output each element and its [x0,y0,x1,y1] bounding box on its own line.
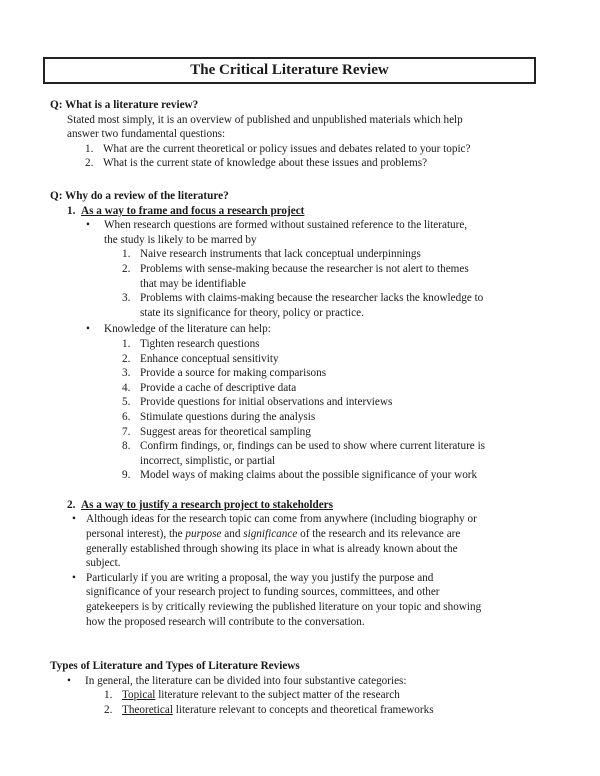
italic-text: significance [243,528,298,541]
bullet-icon: • [67,674,71,687]
list-item [122,410,550,425]
bullet-line: Although ideas for the research topic can come from anywhere (including biography or [86,513,477,526]
list-item [122,337,550,352]
bullet-icon: • [86,219,90,232]
heading-number: 2. [67,498,76,511]
item-text: Provide a cache of descriptive data [140,381,297,394]
list-item [122,262,550,291]
bullet-icon: • [72,571,76,584]
list-item [122,366,550,381]
item-text: What are the current theoretical or policy issues and debates related to your topic? [103,142,471,155]
item-number: 9. [122,469,131,482]
list-item [104,703,550,718]
list-item [122,439,550,468]
item-number: 4. [122,381,131,394]
list-item [122,291,550,320]
list-item [85,142,550,157]
item-number: 2. [122,352,131,365]
section-types [50,659,550,717]
heading-text: As a way to frame and focus a research project [81,204,305,217]
item-text: literature relevant to concepts and theoretical frameworks [172,703,434,716]
bullet-line: gatekeepers is by critically reviewing the published literature on your topic and showing [86,601,482,614]
list-item [85,156,550,171]
list-item [122,247,550,262]
bullet-item [72,512,550,570]
bullet-item [86,218,550,247]
bullet-item [72,571,550,629]
item-text: Provide questions for initial observations and interviews [140,396,393,409]
item-number: 1. [85,142,94,155]
bullet-line: subject. [86,557,121,570]
item-text: Model ways of making claims about the possible significance of your work [140,469,478,482]
item-text: state its significance for theory, policy or practice. [140,306,364,319]
item-text: Problems with claims-making because the researcher lacks the knowledge to [140,292,484,305]
numbered-list [85,142,550,171]
bullet-icon: • [72,513,76,526]
item-number: 6. [122,410,131,423]
question-heading: Q: Why do a review of the literature? [50,190,229,202]
section-heading: Types of Literature and Types of Literature Reviews [50,660,300,672]
bullet-item [67,674,550,689]
section-what-is [50,98,550,171]
sub-list-2 [122,337,550,483]
bullet-line [86,527,550,542]
item-number: 1. [122,248,131,261]
paragraph-line: Stated most simply, it is an overview of published and unpublished materials which help [67,113,463,126]
underlined-keyword: Topical [122,689,156,702]
item-number: 5. [122,396,131,409]
heading-text: As a way to justify a research project to stakeholders [81,498,333,511]
item-number: 1. [122,337,131,350]
list-item [122,381,550,396]
text-run: and [221,528,244,541]
bullet-line: how the proposed research will contribute to the conversation. [86,615,365,628]
item-text: What is the current state of knowledge about these issues and problems? [103,157,428,170]
item-number: 2. [104,703,113,716]
bullet-line: Knowledge of the literature can help: [104,323,271,336]
item-number: 7. [122,425,131,438]
item-number: 1. [104,689,113,702]
list-item [122,395,550,410]
item-text: that may be identifiable [140,277,246,290]
document-title: The Critical Literature Review [43,57,536,84]
item-text: Problems with sense-making because the researcher is not alert to themes [140,262,469,275]
bullet-line: In general, the literature can be divided into four substantive categories: [85,674,407,687]
bullet-line: generally established through showing its place in what is already known about the [86,542,458,555]
section-why [50,189,550,629]
item-number: 3. [122,367,131,380]
item-text: Naive research instruments that lack conceptual underpinnings [140,248,421,261]
item-text: incorrect, simplistic, or partial [140,454,276,467]
paragraph-line: answer two fundamental questions: [67,128,226,141]
numbered-list [104,688,550,717]
list-item [122,425,550,440]
bullet-item [86,322,550,337]
item-number: 2. [122,262,131,275]
item-text: literature relevant to the subject matter of the research [155,689,400,702]
italic-text: purpose [185,528,222,541]
text-run: of the research and its relevance are [297,528,461,541]
bullet-line: When research questions are formed without sustained reference to the literature, [104,219,468,232]
item-text: Provide a source for making comparisons [140,367,327,380]
bullet-line: the study is likely to be marred by [104,233,257,246]
text-run: personal interest), the [86,528,186,541]
item-text: Enhance conceptual sensitivity [140,352,279,365]
subheading-2 [67,498,550,513]
list-item [122,468,550,483]
item-number: 8. [122,440,131,453]
sub-list-1 [122,247,550,320]
item-number: 2. [85,157,94,170]
item-text: Stimulate questions during the analysis [140,410,316,423]
list-item [104,688,550,703]
item-number: 3. [122,292,131,305]
list-item [122,352,550,367]
bullet-line: Particularly if you are writing a proposal, the way you justify the purpose and [86,571,434,584]
bullet-line: significance of your research project to funding sources, committees, and other [86,586,440,599]
question-heading: Q: What is a literature review? [50,99,199,111]
subheading-1 [67,204,550,219]
item-text: Confirm findings, or, findings can be used to show where current literature is [140,440,486,453]
item-text: Suggest areas for theoretical sampling [140,425,311,438]
underlined-keyword: Theoretical [122,703,173,716]
heading-number: 1. [67,204,76,217]
item-text: Tighten research questions [140,337,260,350]
bullet-icon: • [86,323,90,336]
